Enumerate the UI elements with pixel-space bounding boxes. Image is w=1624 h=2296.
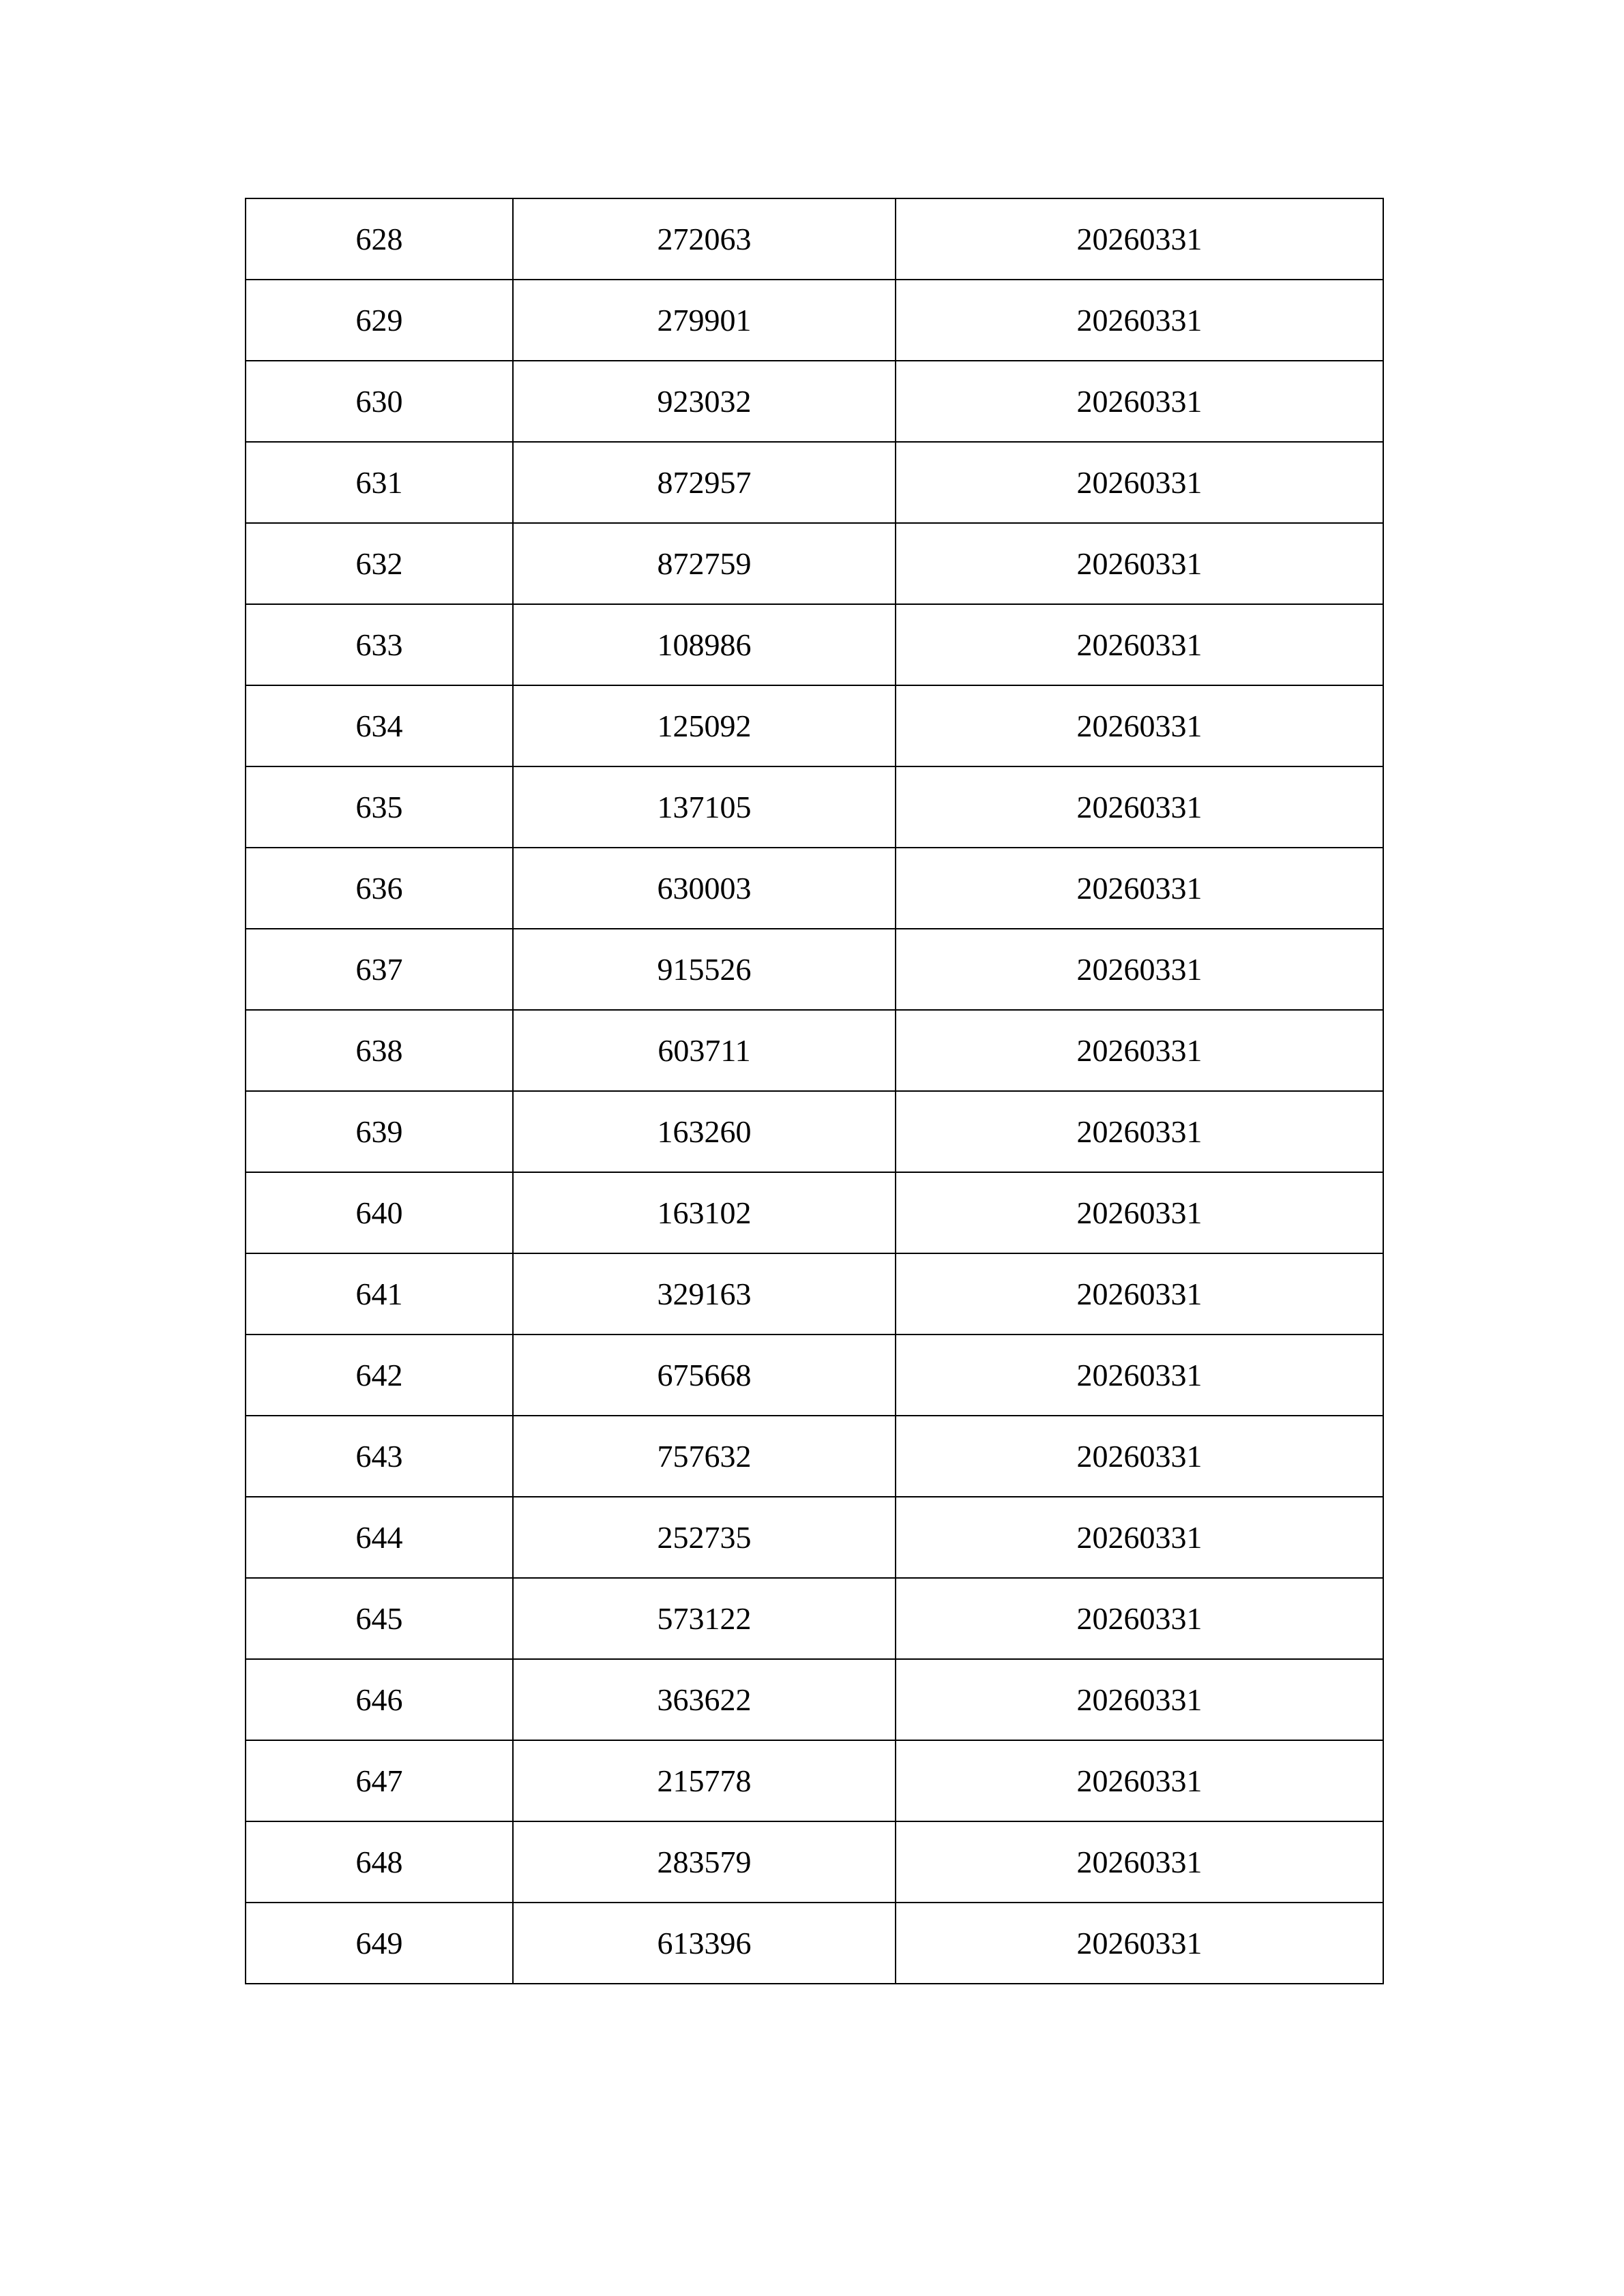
date-cell: 20260331	[896, 604, 1383, 685]
row-number-cell: 643	[246, 1416, 513, 1497]
table-row	[246, 1010, 1383, 1091]
row-number-cell: 648	[246, 1821, 513, 1903]
code-cell: 279901	[513, 280, 896, 361]
row-number-cell: 640	[246, 1172, 513, 1253]
row-number-cell: 647	[246, 1740, 513, 1821]
row-number-cell: 628	[246, 198, 513, 280]
date-cell: 20260331	[896, 1740, 1383, 1821]
row-number-cell: 646	[246, 1659, 513, 1740]
data-table	[245, 198, 1384, 1984]
date-cell: 20260331	[896, 848, 1383, 929]
table-row	[246, 1821, 1383, 1903]
date-cell: 20260331	[896, 523, 1383, 604]
table-row	[246, 1416, 1383, 1497]
row-number-cell: 629	[246, 280, 513, 361]
code-cell: 215778	[513, 1740, 896, 1821]
row-number-cell: 638	[246, 1010, 513, 1091]
table-row	[246, 361, 1383, 442]
date-cell: 20260331	[896, 1821, 1383, 1903]
date-cell: 20260331	[896, 442, 1383, 523]
table-row	[246, 1335, 1383, 1416]
row-number-cell: 637	[246, 929, 513, 1010]
code-cell: 603711	[513, 1010, 896, 1091]
table-row	[246, 1659, 1383, 1740]
code-cell: 125092	[513, 685, 896, 766]
code-cell: 872957	[513, 442, 896, 523]
table-row	[246, 1578, 1383, 1659]
code-cell: 163260	[513, 1091, 896, 1172]
code-cell: 363622	[513, 1659, 896, 1740]
table-row	[246, 766, 1383, 848]
code-cell: 613396	[513, 1903, 896, 1984]
table-row	[246, 685, 1383, 766]
code-cell: 137105	[513, 766, 896, 848]
code-cell: 283579	[513, 1821, 896, 1903]
row-number-cell: 645	[246, 1578, 513, 1659]
row-number-cell: 635	[246, 766, 513, 848]
date-cell: 20260331	[896, 1659, 1383, 1740]
row-number-cell: 636	[246, 848, 513, 929]
date-cell: 20260331	[896, 1416, 1383, 1497]
table-row	[246, 929, 1383, 1010]
table-row	[246, 1253, 1383, 1335]
table-row	[246, 442, 1383, 523]
date-cell: 20260331	[896, 1172, 1383, 1253]
date-cell: 20260331	[896, 1335, 1383, 1416]
row-number-cell: 644	[246, 1497, 513, 1578]
date-cell: 20260331	[896, 1253, 1383, 1335]
table-row	[246, 280, 1383, 361]
date-cell: 20260331	[896, 766, 1383, 848]
row-number-cell: 642	[246, 1335, 513, 1416]
row-number-cell: 630	[246, 361, 513, 442]
table-row	[246, 1172, 1383, 1253]
code-cell: 757632	[513, 1416, 896, 1497]
date-cell: 20260331	[896, 1010, 1383, 1091]
table-row	[246, 604, 1383, 685]
date-cell: 20260331	[896, 685, 1383, 766]
row-number-cell: 641	[246, 1253, 513, 1335]
date-cell: 20260331	[896, 1497, 1383, 1578]
code-cell: 329163	[513, 1253, 896, 1335]
date-cell: 20260331	[896, 198, 1383, 280]
code-cell: 630003	[513, 848, 896, 929]
code-cell: 872759	[513, 523, 896, 604]
row-number-cell: 639	[246, 1091, 513, 1172]
table-row	[246, 198, 1383, 280]
code-cell: 923032	[513, 361, 896, 442]
row-number-cell: 633	[246, 604, 513, 685]
code-cell: 573122	[513, 1578, 896, 1659]
date-cell: 20260331	[896, 1578, 1383, 1659]
table-row	[246, 848, 1383, 929]
table-row	[246, 523, 1383, 604]
code-cell: 108986	[513, 604, 896, 685]
code-cell: 163102	[513, 1172, 896, 1253]
date-cell: 20260331	[896, 280, 1383, 361]
code-cell: 915526	[513, 929, 896, 1010]
code-cell: 675668	[513, 1335, 896, 1416]
table-body	[246, 198, 1383, 1984]
table-row	[246, 1497, 1383, 1578]
row-number-cell: 632	[246, 523, 513, 604]
row-number-cell: 634	[246, 685, 513, 766]
row-number-cell: 631	[246, 442, 513, 523]
date-cell: 20260331	[896, 1091, 1383, 1172]
table-row	[246, 1740, 1383, 1821]
date-cell: 20260331	[896, 1903, 1383, 1984]
table-row	[246, 1903, 1383, 1984]
table-row	[246, 1091, 1383, 1172]
date-cell: 20260331	[896, 929, 1383, 1010]
code-cell: 272063	[513, 198, 896, 280]
code-cell: 252735	[513, 1497, 896, 1578]
date-cell: 20260331	[896, 361, 1383, 442]
row-number-cell: 649	[246, 1903, 513, 1984]
